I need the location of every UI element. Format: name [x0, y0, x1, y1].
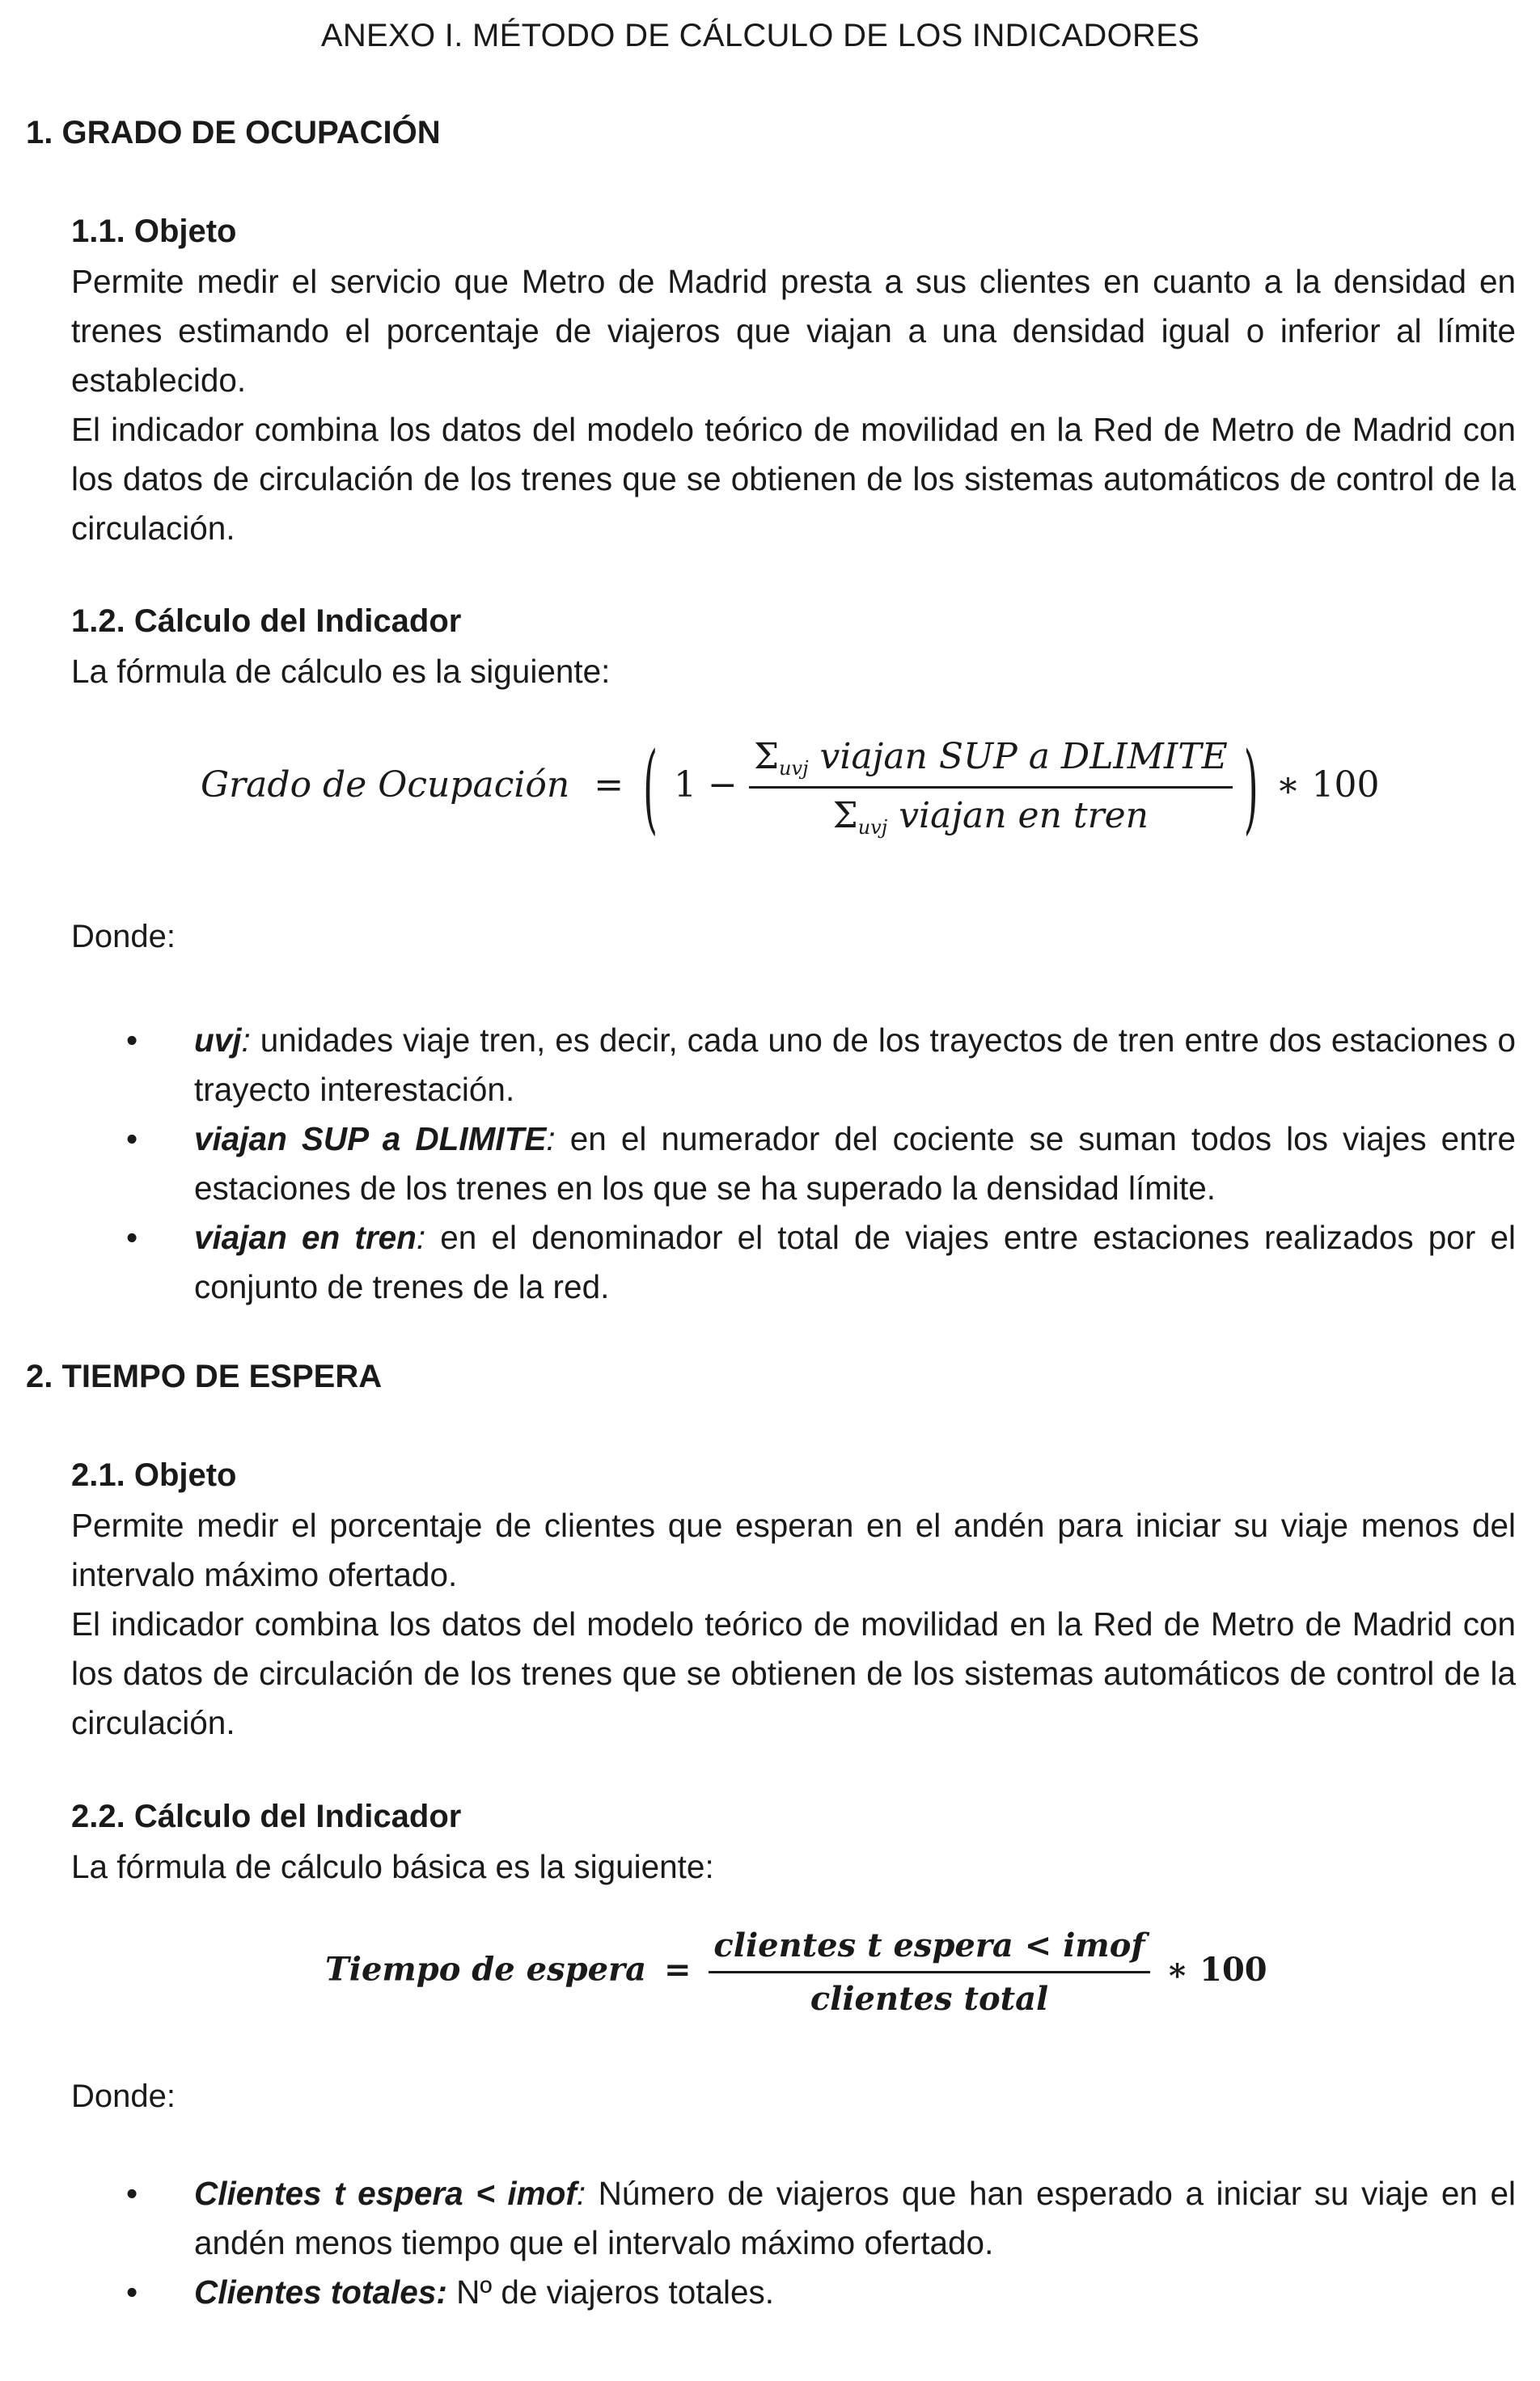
formula-tiempo-espera	[325, 1926, 1267, 2018]
formula-tail: ∗ 100	[1276, 764, 1380, 806]
section-2-2-intro: La fórmula de cálculo básica es la siguiente:	[71, 1848, 714, 1885]
formula-numerator: clientes t espera < imof	[709, 1926, 1149, 1973]
section-2-2-heading: 2.2. Cálculo del Indicador	[71, 1799, 462, 1834]
formula-tail: ∗ 100	[1166, 1950, 1267, 1989]
formula-fraction	[709, 1926, 1149, 2018]
section-1-heading: 1. GRADO DE OCUPACIÓN	[26, 115, 441, 150]
formula-equals: =	[663, 1950, 692, 1989]
section-1-2-heading: 1.2. Cálculo del Indicador	[71, 603, 462, 639]
list-item: • viajan en tren: en el denominador el total de viajes entre estaciones realizados por el conjunto de trenes de la red.	[126, 1219, 1516, 1305]
paragraph: El indicador combina los datos del modelo teórico de movilidad en la Red de Metro de Madrid con los datos de circulación de los trenes que se obtienen de los sistemas automáticos de control de la circulación.	[71, 1605, 1516, 1741]
paragraph: El indicador combina los datos del modelo teórico de movilidad en la Red de Metro de Madrid con los datos de circulación de los trenes que se obtienen de los sistemas automáticos de control de la circulación.	[71, 411, 1516, 547]
donde-label: Donde:	[71, 2079, 176, 2114]
formula-grado-ocupacion	[201, 730, 1380, 844]
list-item: • uvj: unidades viaje tren, es decir, cada uno de los trayectos de tren entre dos estaciones o trayecto interestación.	[126, 1021, 1516, 1108]
paragraph: Permite medir el servicio que Metro de Madrid presta a sus clientes en cuanto a la densidad en trenes estimando el porcentaje de viajeros que viajan a una densidad igual o inferior al límite establecido.	[71, 263, 1516, 399]
bullet-list-1	[71, 1016, 1516, 1312]
formula-denominator: clientes total	[810, 1980, 1049, 2018]
bullet-list-2	[71, 2169, 1516, 2317]
donde-label: Donde:	[71, 919, 176, 954]
section-2-1-heading: 2.1. Objeto	[71, 1457, 237, 1493]
list-item: • Clientes totales: Nº de viajeros totales.	[126, 2273, 775, 2311]
paragraph: Permite medir el porcentaje de clientes que esperan en el andén para iniciar su viaje menos del intervalo máximo ofertado.	[71, 1507, 1516, 1593]
formula-denominator: $\Sigma_{uvj}$ viajan en tren	[832, 795, 1149, 839]
formula-fraction	[749, 736, 1233, 839]
open-paren: (	[643, 730, 658, 844]
section-1-1-body	[71, 257, 1516, 553]
list-item: • Clientes t espera < imof: Número de viajeros que han esperado a iniciar su viaje en el andén menos tiempo que el intervalo máximo ofertado.	[126, 2175, 1516, 2261]
section-2-1-body	[71, 1501, 1516, 1748]
formula-lhs: Tiempo de espera	[325, 1950, 647, 1989]
section-1-1-heading: 1.1. Objeto	[71, 214, 237, 249]
formula-one-minus: 1 −	[674, 764, 738, 806]
formula-numerator: $\Sigma_{uvj}$ viajan SUP a DLIMITE	[749, 736, 1233, 789]
list-item: • viajan SUP a DLIMITE: en el numerador del cociente se suman todos los viajes entre estaciones de los trenes en los que se ha superado la densidad límite.	[126, 1120, 1516, 1207]
section-2-heading: 2. TIEMPO DE ESPERA	[26, 1359, 383, 1394]
formula-equals: =	[594, 764, 624, 806]
formula-lhs: Grado de Ocupación	[201, 764, 570, 806]
close-paren: )	[1243, 730, 1259, 844]
document-title: ANEXO I. MÉTODO DE CÁLCULO DE LOS INDICADORES	[320, 18, 1200, 53]
section-1-2-intro: La fórmula de cálculo es la siguiente:	[71, 653, 611, 690]
